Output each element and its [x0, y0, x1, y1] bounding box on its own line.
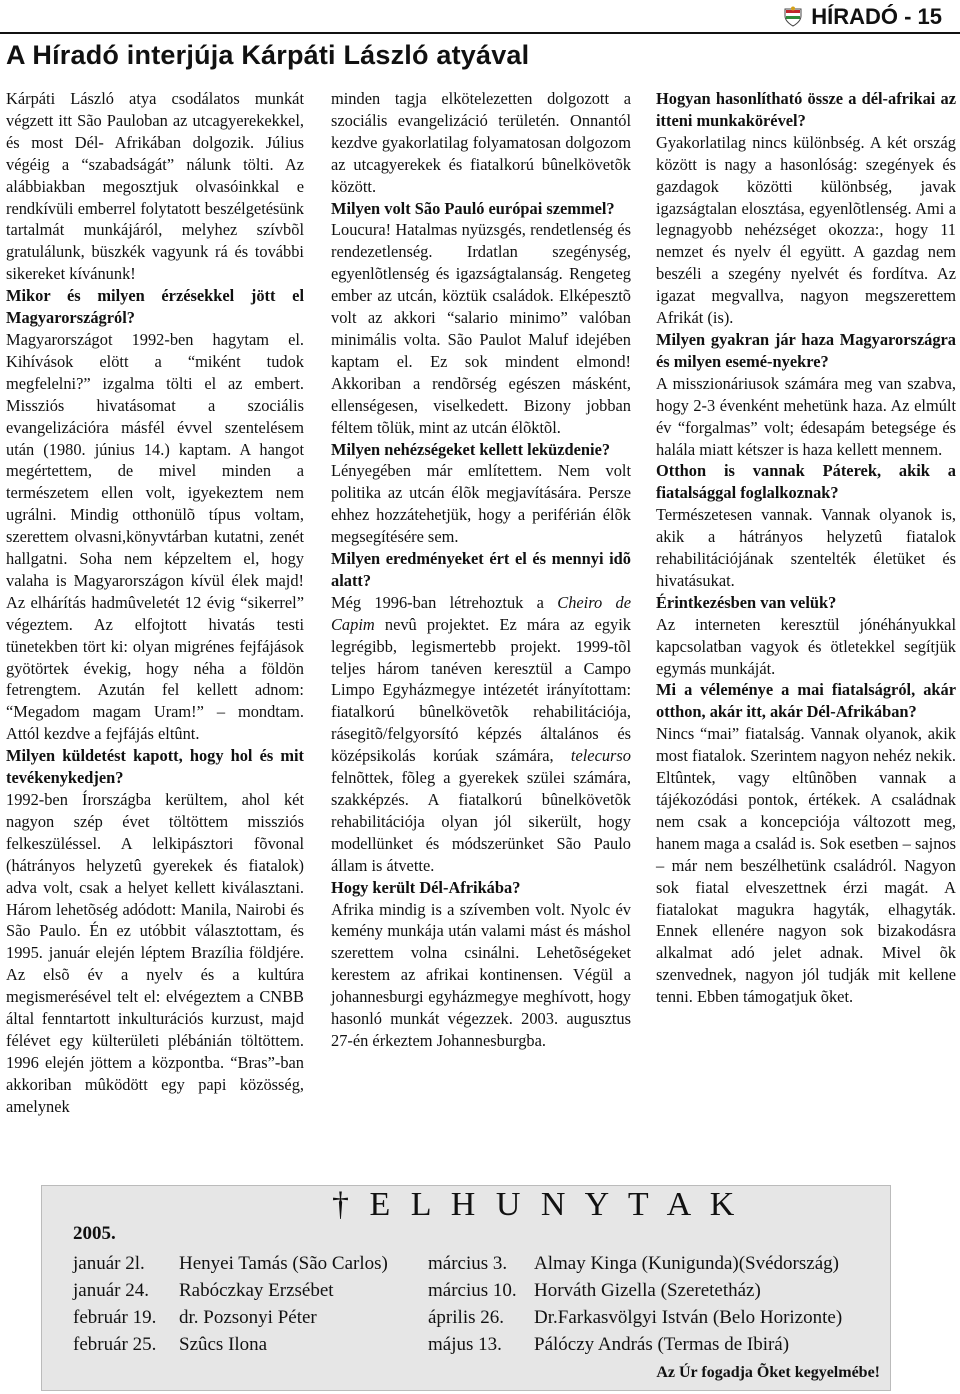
obituary-date: február 25. [73, 1334, 157, 1355]
flag-emblem-icon [783, 6, 803, 28]
obituary-name: Almay Kinga (Kunigunda)(Svédország) [534, 1253, 839, 1274]
article-column-2 [331, 88, 631, 1052]
obituary-name: Rabóczkay Erzsébet [179, 1280, 334, 1301]
interview-paragraph: Nincs “mai” fiatalság. Vannak olyanok, akik most fiatalok. Szerintem nagyon nehéz nekik. Eltûntek, vagy eltûnõben vannak a tájékozódási pontok, értékek. A családnak nem csak a koncepciója változott meg, hanem maga a család is. Sok esetben – sajnos – már nem beszélhetünk családról. Nagyon sok fiatal elveszettnek érzi magát. A fiatalokat magukra hagyták, elhagyták. Ennek ellenére nagyon sok bizakodásra alkalmat adó jelet adnak. Mivel õk szenvednek, nagyon jól tudják mit kellene tenni. Ebben támogatjuk õket. [656, 724, 956, 1007]
interview-paragraph: minden tagja elkötelezetten dolgozott a szociális evangelizáció területén. Onnantól kezdve gyakorlatilag folyamatosan dolgozom az utcagyerekek és fiatalkorú bûnelkövetõk között. [331, 89, 631, 196]
obituary-name: Horváth Gizella (Szeretetház) [534, 1280, 761, 1301]
page-label: HÍRADÓ - 15 [811, 4, 942, 29]
obituary-name: Szûcs Ilona [179, 1334, 268, 1355]
obituary-date: február 19. [73, 1307, 157, 1328]
interview-paragraph: Gyakorlatilag nincs különbség. A két ország között is nagy a hasonlóság: szegények és gazdagok közötti különbség, javak igazságtalan elosztása, egyenlõtlenség. Ami a legnagyobb nehézséget okozza:, hogy 11 nemzet és nyelv él együtt. A gazdag nem beszéli a szegény nyelvét és fordítva. Az igazat megvallva, nagyon megszerettem Afrikát (is). [656, 132, 956, 328]
obituary-name: Henyei Tamás (São Carlos) [179, 1253, 388, 1274]
interview-question: Milyen eredményeket ért el és mennyi idõ alatt? [331, 549, 631, 590]
text-run: nevû projektet. Ez mára az egyik legrégibb, legismertebb projekt. 1999-tõl teljes három tanéven keresztül a Campo Limpo Egyházmegye intézetét irányítottam: fiatalkorú bûnelkövetõk rehabilitációja, rásegitõ/felgyorsító képzés általános és középsikolás korúak számára, [331, 614, 631, 766]
interview-paragraph [331, 592, 631, 877]
obituary-name: dr. Pozsonyi Péter [179, 1307, 317, 1328]
obituary-box [41, 1185, 891, 1391]
italic-term: telecurso [570, 746, 631, 766]
interview-question: Milyen küldetést kapott, hogy hol és mit tevékenykedjen? [6, 746, 304, 788]
interview-paragraph: Az interneten keresztül jónéhányukkal kapcsolatban vagyok és ötletekkel segítjük egymás munkáját. [656, 614, 956, 678]
obituary-date: március 10. [428, 1280, 517, 1301]
interview-question: Milyen gyakran jár haza Magyarországra és milyen esemé-nyekre? [656, 329, 956, 371]
interview-paragraph: Magyarországot 1992-ben hagytam el. Kihívások elött a “miként tudok megfelelni?” izgalma tölti el az embert. Missziós hivatásomat a szociális evangelizációra másfél évvel szentelésem után (1980. június 14.) kaptam. A hangot megértettem, de mivel minden a természetem ellen volt, igyekeztem nem ugrálni. Mindig otthonülõ típus voltam, szerettem olvasni,könyvtárban kutatni, zenét hallgatni. Soha nem képzeltem el, hogy valaha is Magyarországon kívül élek majd! Az elhárítás hadmûveletét 12 évig “sikerrel” végeztem. Az elfojtott hivatás testi tünetekben tört ki: olyan migrénes fejfájások gyötörtek évekig, hogy néha a földön fetrengtem. Azután fel kellett adnom: “Megadom magam Uram!” – mondtam. Attól kezdve a fejfájás eltûnt. [6, 329, 304, 744]
obituary-closing: Az Úr fogadja Õket kegyelmébe! [656, 1364, 880, 1381]
interview-paragraph: Lényegében már említettem. Nem volt politika az utcán élõk megjavítására. Persze ehhez hozzátehetjük, hogy a periférián élõk megsegítésére sem. [331, 461, 631, 547]
obituary-date: január 24. [73, 1280, 149, 1301]
obituary-date: május 13. [428, 1334, 502, 1355]
obituary-title: † E L H U N Y T A K [332, 1186, 741, 1223]
text-run: felnõttek, fõleg a gyerekek szülei számára, szakképzés. A fiatalkorú bûnelkövetõk rehabilitációja olyan jól sikerült, hogy modellünket és módszerünket São Paulo állam is átvette. [331, 768, 631, 875]
interview-question: Milyen nehézségeket kellett leküzdenie? [331, 439, 611, 459]
interview-question: Otthon is vannak Páterek, akik a fiatalsággal foglalkoznak? [656, 461, 956, 503]
italic-term: Cheiro de Capim [331, 592, 631, 634]
article-column-1 [6, 88, 304, 1118]
obituary-year: 2005. [73, 1223, 116, 1244]
header-rule [0, 32, 960, 34]
interview-paragraph: Afrika mindig is a szívemben volt. Nyolc év kemény munkája után valami mást és máshol szerettem volna csinálni. Lehetõségeket kerestem az afrikai kontinensen. Végül a johannesburgi egyházmegye meghívott, hogy hasonló munkát végezzek. 2003. augusztus 27-én érkeztem Johannesburgba. [331, 899, 631, 1050]
interview-question: Mikor és milyen érzésekkel jött el Magyarországról? [6, 286, 304, 328]
interview-question: Mi a véleménye a mai fiatalságról, akár otthon, akár itt, akár Dél-Afrikában? [656, 680, 956, 722]
interview-paragraph: 1992-ben Írországba kerültem, ahol két nagyon szép évet töltöttem missziós felkeszüléssel. A lelkipásztori fõvonal (hátrányos helyzetû gyerekek és fiatalok) adva volt, csak a helyet kellett kiválasztani. Három lehetõség adódott: Manila, Nairobi és São Paulo. Én ez utóbbit választottam, és 1995. január elején léptem Brazília földjére. Az elsõ év a nyelv és a kultúra megismerésével telt el: elvégeztem a CNBB által fenntartott inkulturációs kurzust, majd félévet egy külterületi plébánián töltöttem. 1996 elején jöttem a központba. “Bras”-ban akkoriban mûködött egy papi közösség, amelynek [6, 790, 304, 1116]
obituary-name: Pálóczy András (Termas de Ibirá) [534, 1334, 790, 1355]
interview-paragraph: Kárpáti László atya csodálatos munkát végzett itt São Pauloban az utcagyerekekkel, és most Dél- Afrikában dolgozik. Július végéig a “szabadságát” nálunk tölti. Az alábbiakban megosztjuk olvasóinkkal e rendkívüli emberrel folytatott beszélgetésünk tartalmát munkájáról, melyhez szívbõl gratulálunk, büszkék vagyunk rá és további sikereket kívánunk! [6, 89, 304, 284]
article-column-3 [656, 88, 956, 1008]
article-title: A Híradó interjúja Kárpáti László atyával [6, 40, 530, 70]
interview-question: Milyen volt São Pauló európai szemmel? [331, 198, 615, 218]
page-header [783, 4, 942, 30]
text-run: Még 1996-ban létrehoztuk a [331, 592, 558, 612]
interview-paragraph: Természetesen vannak. Vannak olyanok is, akik a hátrányos helyzetû fiatalok rehabilitációjának szentelték életüket és hivatásukat. [656, 505, 956, 590]
interview-paragraph: Loucura! Hatalmas nyüzsgés, rendetlenség és rendezetlenség. Irdatlan szegénység, egyenlõtlenség és igazságtalanság. Rengeteg ember az utcán, köztük családok. Elképesztõ volt az akkori “salario minimo” valóban minimális volta. São Paulot Maluf idejében kaptam el. Ez sok mindent elmond! Akkoriban a rendõrség egészen másként, ellenségesen, viselkedett. Bizony jobban féltem tõlük, mint az utcán élõktõl. [331, 220, 631, 437]
obituary-date: január 2l. [73, 1253, 145, 1274]
interview-question: Hogyan hasonlítható össze a dél-afrikai az itteni munkakörével? [656, 89, 956, 130]
obituary-name: Dr.Farkasvölgyi István (Belo Horizonte) [534, 1307, 843, 1328]
obituary-date: március 3. [428, 1253, 508, 1274]
interview-question: Érintkezésben van velük? [656, 592, 837, 612]
interview-paragraph: A misszionáriusok számára meg van szabva, hogy 2-3 évenként mehetünk haza. Az elmúlt év “forgalmas” volt; édesapám betegsége és halála miatt kétszer is haza kellett mennem. [656, 373, 956, 459]
interview-question: Hogy került Dél-Afrikába? [331, 877, 521, 897]
obituary-date: április 26. [428, 1307, 504, 1328]
